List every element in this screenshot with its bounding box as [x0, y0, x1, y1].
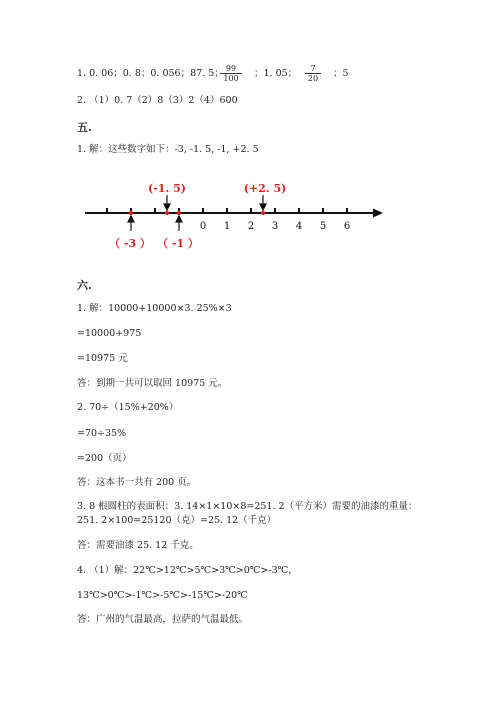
answer-1-part-a: 1. 0. 06；0. 8；0. 056；87. 5；: [77, 68, 224, 79]
section6-line: 13℃>0℃>-1℃>-5℃>-15℃>-20℃: [77, 590, 248, 601]
point-neg3: [129, 211, 133, 215]
section6-line: 1. 解：10000+10000×3. 25%×3: [77, 303, 232, 314]
section6-line: 4. （1）解：22℃>12℃>5℃>3℃>0℃>-3℃，: [77, 565, 298, 576]
tick-label-1: 1: [223, 221, 231, 232]
section6-line: 答：广州的气温最高，拉萨的气温最低。: [77, 614, 249, 625]
label-neg1: （ -1 ）: [157, 237, 199, 250]
arrow-pos2-5: [260, 195, 266, 210]
point-pos2-5: [261, 211, 265, 215]
section6-line: =70÷35%: [77, 428, 127, 439]
section5-answer-line: 1. 解：这些数字如下：-3, -1. 5, -1, +2. 5: [77, 144, 259, 155]
section6-line: 答：需要油漆 25. 12 千克。: [77, 540, 199, 551]
answer-1-part-b: ；1. 05；: [254, 68, 298, 79]
section6-line: 答：到期一共可以取回 10975 元。: [77, 378, 228, 389]
label-neg3: （ -3 ）: [109, 237, 151, 250]
label-neg1-5: (-1. 5): [148, 182, 186, 195]
arrow-neg3: [128, 216, 134, 231]
axis-arrowhead: [373, 209, 383, 218]
answer-1-part-c: ；5: [333, 68, 349, 79]
section6-line: =10975 元: [77, 353, 128, 364]
tick-label-5: 5: [319, 221, 327, 232]
point-neg1: [177, 211, 181, 215]
tick-label-6: 6: [343, 221, 351, 232]
section6-line: =200（页）: [77, 453, 132, 464]
section6-line: 251. 2×100=25120（克）=25. 12（千克）: [77, 515, 277, 526]
point-neg1-5: [165, 211, 169, 215]
label-pos2-5: (+2. 5): [243, 182, 287, 195]
arrow-neg1-5: [164, 195, 170, 210]
section-heading-5: 五.: [77, 121, 92, 134]
tick-label-3: 3: [271, 221, 279, 232]
section6-line: =10000+975: [77, 328, 142, 339]
section6-line: 2. 70÷（15%+20%）: [77, 402, 179, 413]
fraction-numerator: 99: [220, 64, 242, 74]
answer-line-2: 2. （1）0. 7（2）8（3）2（4）600: [77, 95, 238, 106]
fraction-numerator: 7: [305, 64, 321, 74]
section6-line: 答：这本书一共有 200 页。: [77, 477, 197, 488]
arrow-neg1: [176, 216, 182, 231]
section6-line: 3. 8 根圆柱的表面积：3. 14×1×10×8=251. 2（平方米）需要的油漆的重量：: [77, 501, 418, 512]
tick-label-4: 4: [295, 221, 303, 232]
tick-label-2: 2: [247, 221, 255, 232]
fraction-denominator: 100: [223, 74, 239, 83]
tick-label-0: 0: [199, 221, 207, 232]
section-heading-6: 六.: [77, 279, 92, 292]
fraction-denominator: 20: [307, 74, 319, 83]
